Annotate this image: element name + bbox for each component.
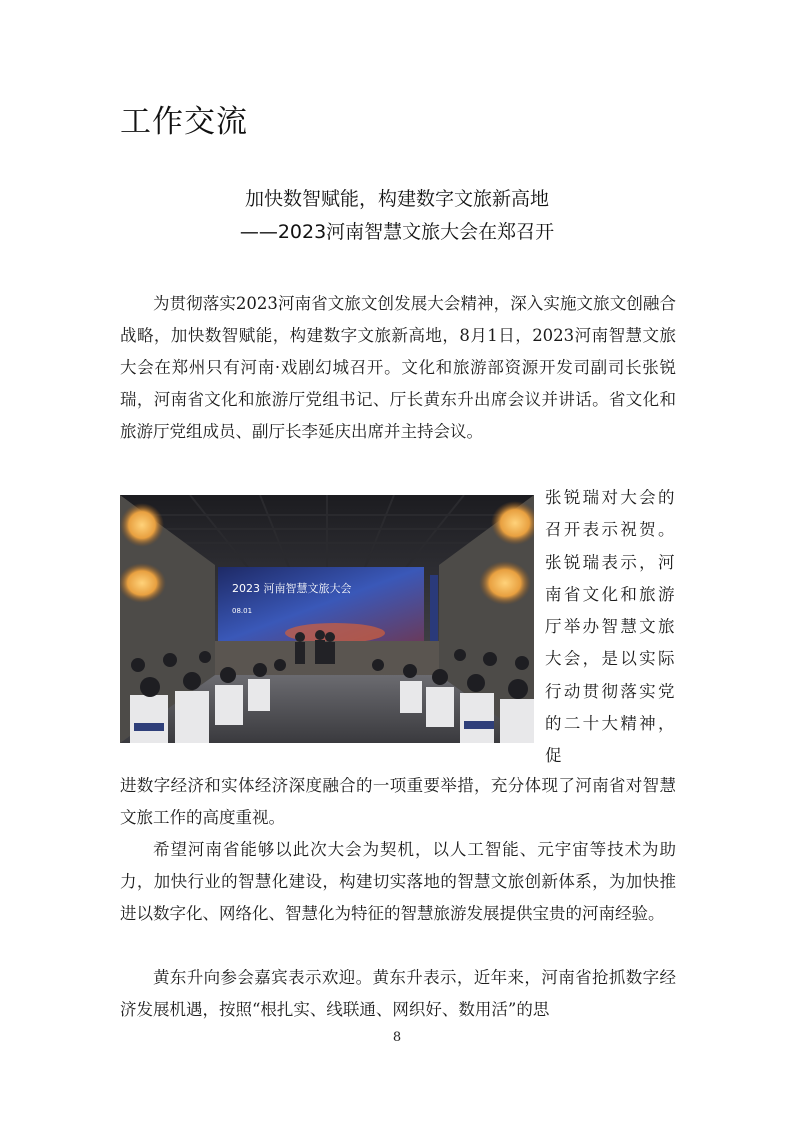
- conference-photo: [120, 495, 534, 743]
- screen-title-text: 2023 河南智慧文旅大会: [232, 582, 352, 595]
- headline-main: 加快数智赋能，构建数字文旅新高地: [244, 188, 549, 210]
- screen-date-text: 08.01: [232, 607, 253, 615]
- paragraph-welcome: 黄东升向参会嘉宾表示欢迎。黄东升表示，近年来，河南省抢抓数字经济发展机遇，按照“根扎实、线联通、网织好、数用活”的思: [120, 968, 676, 1019]
- paragraph-intro: 为贯彻落实2023河南省文旅文创发展大会精神，深入实施文旅文创融合战略，加快数智赋能，构建数字文旅新高地，8月1日，2023河南智慧文旅大会在郑州只有河南·戏剧幻城召开。文化和旅游部资源开发司副司长张锐瑞，河南省文化和旅游厅党组书记、厅长黄东升出席会议并讲话。省文化和旅游厅党组成员、副厅长李延庆出席并主持会议。: [120, 294, 676, 441]
- section-title: 工作交流: [120, 104, 248, 140]
- paragraph-wrap-continued: 进数字经济和实体经济深度融合的一项重要举措，充分体现了河南省对智慧文旅工作的高度重视。: [120, 776, 676, 827]
- paragraph-hope: 希望河南省能够以此次大会为契机，以人工智能、元宇宙等技术为助力，加快行业的智慧化建设，构建切实落地的智慧文旅创新体系，为加快推进以数字化、网络化、智慧化为特征的智慧旅游发展提供宝贵的河南经验。: [120, 840, 676, 923]
- paragraph-wrap-beside-photo: 张锐瑞对大会的召开表示祝贺。张锐瑞表示，河南省文化和旅游厅举办智慧文旅大会，是以实际行动贯彻落实党的二十大精神，促: [545, 488, 676, 766]
- headline-subtitle: ——2023河南智慧文旅大会在郑召开: [239, 221, 555, 243]
- page-number: 8: [392, 1030, 402, 1045]
- conference-hall-image: [120, 495, 534, 743]
